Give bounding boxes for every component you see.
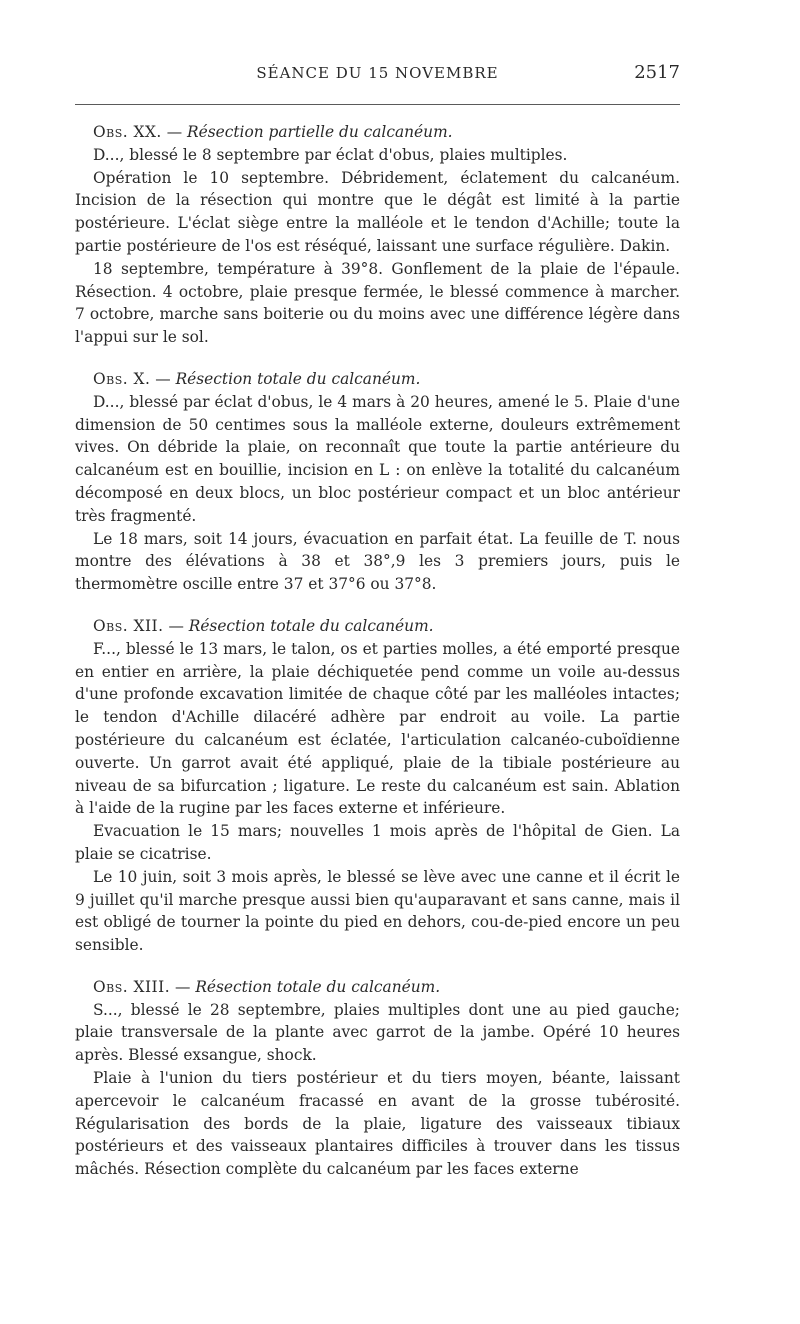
document-page: [75, 0, 680, 1324]
observation-dash: —: [168, 616, 184, 635]
observation-section: [75, 976, 680, 1181]
paragraph: S..., blessé le 28 septembre, plaies multiples dont une au pied gauche; plaie transversale de la plante avec garrot de la jambe. Opéré 10 heures après. Blessé exsangue, shock.: [75, 1000, 680, 1065]
observation-dash: —: [175, 977, 191, 996]
observation-dash: —: [155, 369, 171, 388]
observation-heading: Résection totale du calcanéum.: [175, 369, 421, 388]
observation-dash: —: [166, 123, 183, 141]
paragraph: D..., blessé par éclat d'obus, le 4 mars à 20 heures, amené le 5. Plaie d'une dimension de 50 centimes sous la malléole externe, douleurs extrêmement vives. On débride la plaie, on reconnaît que toute la partie antérieure du calcanéum est en bouillie, incision en L : on enlève la totalité du calcanéum décomposé en deux blocs, un bloc postérieur compact et un bloc antérieur très fragmenté.: [75, 392, 680, 525]
observation-label: Obs. XX.: [93, 123, 162, 141]
observation-section: [75, 121, 680, 349]
observation-section: [75, 368, 680, 596]
paragraph: Le 10 juin, soit 3 mois après, le blessé se lève avec une canne et il écrit le 9 juillet qu'il marche presque aussi bien qu'auparavant et sans canne, mais il est obligé de tourner la pointe du pied en dehors, cou-de-pied encore un peu sensible.: [75, 867, 680, 955]
observation-heading: Résection partielle du calcanéum.: [187, 123, 453, 141]
page-header: [75, 64, 680, 90]
observation-label: Obs. XIII.: [93, 977, 171, 996]
observation-section: [75, 615, 680, 957]
paragraph: 18 septembre, température à 39°8. Gonflement de la plaie de l'épaule. Résection. 4 octobre, plaie presque fermée, le blessé commence à marcher. 7 octobre, marche sans boiterie ou du moins avec une différence légère dans l'appui sur le sol.: [75, 259, 680, 347]
paragraph: Opération le 10 septembre. Débridement, éclatement du calcanéum. Incision de la résection qui montre que le dégât est limité à la partie postérieure. L'éclat siège entre la malléole et le tendon d'Achille; toute la partie postérieure de l'os est réséqué, laissant une surface régulière. Dakin.: [75, 168, 680, 255]
observation-title: [93, 976, 680, 999]
observation-title: [93, 368, 680, 391]
header-rule: [75, 104, 680, 105]
running-title: SÉANCE DU 15 NOVEMBRE: [256, 64, 499, 82]
paragraph: Le 18 mars, soit 14 jours, évacuation en parfait état. La feuille de T. nous montre des élévations à 38 et 38°,9 les 3 premiers jours, puis le thermomètre oscille entre 37 et 37°6 ou 37°8.: [75, 529, 680, 594]
observation-heading: Résection totale du calcanéum.: [195, 977, 441, 996]
body-text: [75, 121, 680, 1181]
paragraph: Evacuation le 15 mars; nouvelles 1 mois après de l'hôpital de Gien. La plaie se cicatrise.: [75, 822, 680, 863]
paragraph: D..., blessé le 8 septembre par éclat d'obus, plaies multiples.: [93, 145, 568, 164]
observation-label: Obs. XII.: [93, 616, 164, 635]
observation-title: [93, 121, 680, 144]
observation-label: Obs. X.: [93, 369, 151, 388]
observation-heading: Résection totale du calcanéum.: [188, 616, 434, 635]
paragraph: F..., blessé le 13 mars, le talon, os et parties molles, a été emporté presque en entier en arrière, la plaie déchiquetée pend comme un voile au-dessus d'une profonde excavation limitée de chaque côté par les malléoles intactes; le tendon d'Achille dilacéré adhère par endroit au voile. La partie postérieure du calcanéum est éclatée, l'articulation calcanéo-cuboïdienne ouverte. Un garrot avait été appliqué, plaie de la tibiale postérieure au niveau de sa bifurcation ; ligature. Le reste du calcanéum est sain. Ablation à l'aide de la rugine par les faces externe et inférieure.: [75, 639, 680, 818]
paragraph: Plaie à l'union du tiers postérieur et du tiers moyen, béante, laissant apercevoir le calcanéum fracassé en avant de la grosse tubérosité. Régularisation des bords de la plaie, ligature des vaisseaux tibiaux postérieurs et des vaisseaux plantaires difficiles à trouver dans les tissus mâchés. Résection complète du calcanéum par les faces externe: [75, 1069, 680, 1179]
observation-title: [93, 615, 680, 638]
page-number: 2517: [634, 62, 680, 83]
